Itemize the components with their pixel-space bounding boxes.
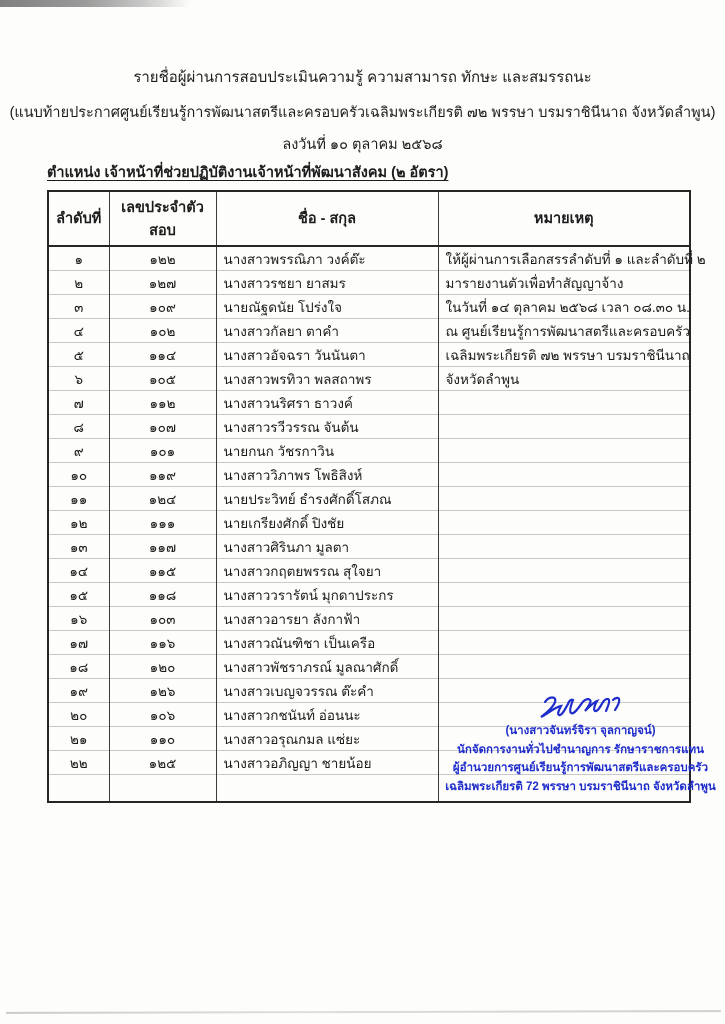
row-exam-id: ๑๑๑ bbox=[109, 511, 216, 535]
row-order-number: ๕ bbox=[48, 343, 109, 367]
row-candidate-name: นายประวิทย์ ธำรงศักดิ์โสภณ bbox=[216, 487, 438, 511]
row-candidate-name: นางสาวพัชราภรณ์ มูลณาศักดิ์ bbox=[216, 655, 438, 679]
row-remark: ในวันที่ ๑๔ ตุลาคม ๒๕๖๘ เวลา ๐๘.๓๐ น. bbox=[438, 295, 690, 319]
row-candidate-name: นางสาวพรทิวา พลสถาพร bbox=[216, 367, 438, 391]
row-order-number: ๒ bbox=[48, 271, 109, 295]
table-row bbox=[48, 511, 690, 535]
empty-cell bbox=[48, 775, 109, 803]
col-header-order: ลำดับที่ bbox=[48, 191, 109, 246]
empty-bottom-row bbox=[48, 775, 690, 803]
table-row bbox=[48, 703, 690, 727]
row-candidate-name: นางสาวรชยา ยาสมร bbox=[216, 271, 438, 295]
row-candidate-name: นางสาวกฤตยพรรณ สุใจยา bbox=[216, 559, 438, 583]
row-exam-id: ๑๒๗ bbox=[109, 271, 216, 295]
document-header bbox=[0, 0, 725, 155]
row-candidate-name: นางสาวกชนันท์ อ่อนนะ bbox=[216, 703, 438, 727]
table-row bbox=[48, 631, 690, 655]
row-exam-id: ๑๑๕ bbox=[109, 559, 216, 583]
table-row bbox=[48, 607, 690, 631]
row-candidate-name: นายกนก วัชรกาวิน bbox=[216, 439, 438, 463]
row-exam-id: ๑๑๔ bbox=[109, 343, 216, 367]
row-exam-id: ๑๐๒ bbox=[109, 319, 216, 343]
row-order-number: ๑๕ bbox=[48, 583, 109, 607]
row-order-number: ๑๔ bbox=[48, 559, 109, 583]
col-header-name: ชื่อ - สกุล bbox=[216, 191, 438, 246]
signatory-title-1: นักจัดการงานทั่วไปชำนาญการ รักษาราชการแทน bbox=[457, 743, 704, 756]
signatory-title-3: เฉลิมพระเกียรติ 72 พรรษา บรมราชินีนาถ จังหวัดลำพูน bbox=[445, 780, 716, 793]
row-order-number: ๘ bbox=[48, 415, 109, 439]
row-exam-id: ๑๒๐ bbox=[109, 655, 216, 679]
row-candidate-name: นางสาวกัลยา ตาคำ bbox=[216, 319, 438, 343]
row-remark bbox=[438, 511, 690, 535]
row-remark bbox=[438, 607, 690, 631]
table-row bbox=[48, 271, 690, 295]
row-order-number: ๒๐ bbox=[48, 703, 109, 727]
row-remark: มารายงานตัวเพื่อทำสัญญาจ้าง bbox=[438, 271, 690, 295]
row-order-number: ๑๑ bbox=[48, 487, 109, 511]
row-exam-id: ๑๐๕ bbox=[109, 367, 216, 391]
table-row bbox=[48, 319, 690, 343]
row-exam-id: ๑๑๖ bbox=[109, 631, 216, 655]
row-order-number: ๗ bbox=[48, 391, 109, 415]
row-remark bbox=[438, 439, 690, 463]
row-candidate-name: นางสาวอภิญญา ชายน้อย bbox=[216, 751, 438, 775]
row-exam-id: ๑๐๗ bbox=[109, 415, 216, 439]
row-remark bbox=[438, 751, 690, 775]
row-remark bbox=[438, 487, 690, 511]
col-header-exam-id: เลขประจำตัวสอบ bbox=[109, 191, 216, 246]
row-exam-id: ๑๑๙ bbox=[109, 463, 216, 487]
row-exam-id: ๑๑๗ bbox=[109, 535, 216, 559]
results-table bbox=[47, 190, 706, 803]
signatory-name: (นางสาวจันทร์จิรา จุลกาญจน์) bbox=[505, 725, 656, 737]
table-row bbox=[48, 655, 690, 679]
empty-cell bbox=[438, 775, 690, 803]
table-row bbox=[48, 535, 690, 559]
row-remark bbox=[438, 679, 690, 703]
table-row bbox=[48, 679, 690, 703]
row-candidate-name: นางสาววรารัตน์ มุกดาประกร bbox=[216, 583, 438, 607]
row-exam-id: ๑๑๒ bbox=[109, 391, 216, 415]
row-remark: จังหวัดลำพูน bbox=[438, 367, 690, 391]
table-row bbox=[48, 439, 690, 463]
row-order-number: ๑๒ bbox=[48, 511, 109, 535]
row-exam-id: ๑๒๒ bbox=[109, 246, 216, 271]
row-order-number: ๑๘ bbox=[48, 655, 109, 679]
row-remark bbox=[438, 559, 690, 583]
scan-smudge-artifact bbox=[0, 0, 190, 7]
document-title: รายชื่อผู้ผ่านการสอบประเมินความรู้ ความสามารถ ทักษะ และสมรรถนะ bbox=[133, 69, 592, 86]
row-candidate-name: นางสาวเบญจวรรณ ต๊ะคำ bbox=[216, 679, 438, 703]
row-remark bbox=[438, 727, 690, 751]
row-exam-id: ๑๒๔ bbox=[109, 487, 216, 511]
row-order-number: ๔ bbox=[48, 319, 109, 343]
row-remark bbox=[438, 631, 690, 655]
signatory-title-2: ผู้อำนวยการศูนย์เรียนรู้การพัฒนาสตรีและครอบครัว bbox=[452, 762, 709, 774]
row-remark bbox=[438, 391, 690, 415]
row-order-number: ๑๙ bbox=[48, 679, 109, 703]
row-candidate-name: นางสาววิภาพร โพธิสิงห์ bbox=[216, 463, 438, 487]
row-remark: เฉลิมพระเกียรติ ๗๒ พรรษา บรมราชินีนาถ bbox=[438, 343, 690, 367]
position-heading: ตำแหน่ง เจ้าหน้าที่ช่วยปฏิบัติงานเจ้าหน้าที่พัฒนาสังคม (๒ อัตรา) bbox=[47, 165, 449, 181]
row-candidate-name: นางสาวรวีวรรณ จันต้น bbox=[216, 415, 438, 439]
row-candidate-name: นางสาวอารยา ลังกาฟ้า bbox=[216, 607, 438, 631]
row-remark bbox=[438, 415, 690, 439]
row-order-number: ๙ bbox=[48, 439, 109, 463]
row-exam-id: ๑๐๖ bbox=[109, 703, 216, 727]
document-subtitle: (แนบท้ายประกาศศูนย์เรียนรู้การพัฒนาสตรีและครอบครัวเฉลิมพระเกียรติ ๗๒ พรรษา บรมราชินีนาถ จังหวัดลำพูน) bbox=[9, 105, 716, 121]
table-header-row bbox=[48, 191, 690, 246]
row-order-number: ๑๓ bbox=[48, 535, 109, 559]
table-row bbox=[48, 295, 690, 319]
row-exam-id: ๑๐๑ bbox=[109, 439, 216, 463]
table-row bbox=[48, 487, 690, 511]
row-candidate-name: นางสาวณันฑิชา เป็นเครือ bbox=[216, 631, 438, 655]
row-remark bbox=[438, 703, 690, 727]
scan-edge-artifact bbox=[6, 1010, 721, 1014]
row-remark bbox=[438, 463, 690, 487]
col-header-remark: หมายเหตุ bbox=[438, 191, 690, 246]
row-candidate-name: นายเกรียงศักดิ์ ปิงชัย bbox=[216, 511, 438, 535]
row-candidate-name: นางสาวพรรณิภา วงค์ต๊ะ bbox=[216, 246, 438, 271]
row-order-number: ๓ bbox=[48, 295, 109, 319]
table-row bbox=[48, 463, 690, 487]
row-candidate-name: นางสาวนริศรา ธาวงค์ bbox=[216, 391, 438, 415]
table-row bbox=[48, 415, 690, 439]
row-remark bbox=[438, 535, 690, 559]
row-exam-id: ๑๐๙ bbox=[109, 295, 216, 319]
row-candidate-name: นางสาวอัจฉรา วันนันตา bbox=[216, 343, 438, 367]
row-order-number: ๑๐ bbox=[48, 463, 109, 487]
table-row bbox=[48, 559, 690, 583]
row-exam-id: ๑๒๖ bbox=[109, 679, 216, 703]
row-order-number: ๒๑ bbox=[48, 727, 109, 751]
row-candidate-name: นายณัฐดนัย โปร่งใจ bbox=[216, 295, 438, 319]
table-row bbox=[48, 751, 690, 775]
empty-cell bbox=[109, 775, 216, 803]
row-remark bbox=[438, 655, 690, 679]
row-remark: ให้ผู้ผ่านการเลือกสรรลำดับที่ ๑ และลำดับที่ ๒ bbox=[438, 246, 690, 271]
row-remark: ณ ศูนย์เรียนรู้การพัฒนาสตรีและครอบครัว bbox=[438, 319, 690, 343]
row-candidate-name: นางสาวศิรินภา มูลตา bbox=[216, 535, 438, 559]
table-row bbox=[48, 246, 690, 271]
row-order-number: ๑ bbox=[48, 246, 109, 271]
row-remark bbox=[438, 583, 690, 607]
row-exam-id: ๑๐๓ bbox=[109, 607, 216, 631]
table-row bbox=[48, 391, 690, 415]
row-order-number: ๒๒ bbox=[48, 751, 109, 775]
row-exam-id: ๑๑๘ bbox=[109, 583, 216, 607]
row-candidate-name: นางสาวอรุณกมล แซ่ยะ bbox=[216, 727, 438, 751]
row-exam-id: ๑๑๐ bbox=[109, 727, 216, 751]
table-row bbox=[48, 367, 690, 391]
table-row bbox=[48, 727, 690, 751]
document-date-line: ลงวันที่ ๑๐ ตุลาคม ๒๕๖๘ bbox=[282, 137, 443, 153]
table-row bbox=[48, 343, 690, 367]
row-order-number: ๑๖ bbox=[48, 607, 109, 631]
empty-cell bbox=[216, 775, 438, 803]
table-row bbox=[48, 583, 690, 607]
row-order-number: ๖ bbox=[48, 367, 109, 391]
row-order-number: ๑๗ bbox=[48, 631, 109, 655]
row-exam-id: ๑๒๕ bbox=[109, 751, 216, 775]
